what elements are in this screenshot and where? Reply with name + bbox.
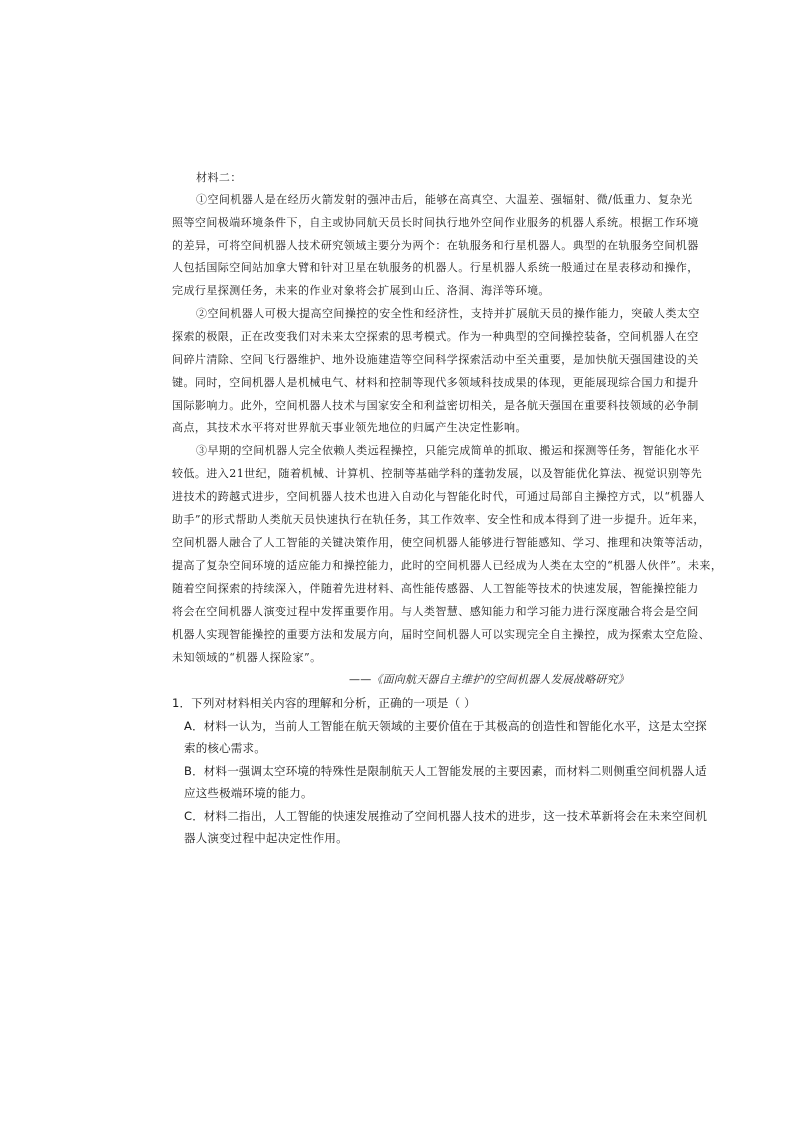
paragraph-line: ①空间机器人是在经历火箭发射的强冲击后，能够在高真空、大温差、强辐射、微/低重力、复杂光 — [196, 193, 693, 206]
paragraph-line: 助手”的形式帮助人类航天员快速执行在轨任务，其工作效率、安全性和成本得到了进一步提升。近年来， — [172, 513, 705, 526]
paragraph-line: ②空间机器人可极大提高空间操控的安全性和经济性，支持并扩展航天员的操作能力，突破人类太空 — [196, 307, 700, 320]
paragraph-line: 随着空间探索的持续深入，伴随着先进材料、高性能传感器、人工智能等技术的快速发展，智能操控能力 — [172, 582, 699, 595]
paragraph-line: 将会在空间机器人演变过程中发挥重要作用。与人类智慧、感知能力和学习能力进行深度融合将会是空间 — [172, 605, 699, 618]
paragraph-line: 空间机器人融合了人工智能的关键决策作用，使空间机器人能够进行智能感知、学习、推理和决策等活动， — [172, 536, 711, 549]
option-c-line2: 器人演变过程中起决定性作用。 — [184, 831, 348, 845]
paragraph-line: 人包括国际空间站加拿大臂和针对卫星在轨服务的机器人。行星机器人系统一般通过在星表移动和操作， — [172, 261, 699, 274]
paragraph-line: ③早期的空间机器人完全依赖人类远程操控，只能完成简单的抓取、搬运和探测等任务，智能化水平 — [196, 444, 700, 457]
paragraph-line: 探索的极限，正在改变我们对未来太空探索的思考模式。作为一种典型的空间操控装备，空间机器人在空 — [172, 330, 699, 343]
paragraph-line: 进技术的跨越式进步，空间机器人技术也进入自动化与智能化时代，可通过局部自主操控方式，以“机器人 — [172, 490, 705, 503]
option-a-line1: A．材料一认为，当前人工智能在航天领域的主要价值在于其极高的创造性和智能化水平，这是太空探 — [184, 719, 707, 733]
paragraph-line: 高点，其技术水平将对世界航天事业领先地位的归属产生决定性影响。 — [172, 421, 527, 434]
paragraph-line: 未知领域的“机器人探险家”。 — [172, 651, 322, 664]
paragraph-line: 完成行星探测任务，未来的作业对象将会扩展到山丘、洛洞、海洋等环境。 — [172, 284, 550, 297]
paragraph-line: 照等空间极端环境条件下，自主或协同航天员长时间执行地外空间作业服务的机器人系统。根据工作环境 — [172, 216, 699, 229]
option-b-line1: B．材料一强调太空环境的特殊性是限制航天人工智能发展的主要因素，而材料二则侧重空间机器人适 — [184, 764, 707, 778]
paragraph-line: 间碎片清除、空间飞行器维护、地外设施建造等空间科学探索活动中至关重要，是加快航天强国建设的关 — [172, 353, 699, 366]
paragraph-line: 的差异，可将空间机器人技术研究领域主要分为两个：在轨服务和行星机器人。典型的在轨服务空间机器 — [172, 239, 699, 252]
paragraph-line: 提高了复杂空间环境的适应能力和操控能力，此时的空间机器人已经成为人类在太空的“机器人伙伴”。未来， — [172, 559, 723, 572]
paragraph-line: 机器人实现智能操控的重要方法和发展方向，届时空间机器人可以实现完全自主操控，成为探索太空危险、 — [172, 628, 711, 641]
paragraph-line: 较低。进入21世纪，随着机械、计算机、控制等基础学科的蓬勃发展，以及智能优化算法、视觉识别等先 — [172, 467, 703, 480]
option-c-line1: C．材料二指出，人工智能的快速发展推动了空间机器人技术的进步，这一技术革新将会在未来空间机 — [184, 809, 708, 823]
source-citation: ——《面向航天器自主维护的空间机器人发展战略研究》 — [349, 673, 629, 686]
option-b-line2: 应这些极端环境的能力。 — [184, 786, 313, 800]
paragraph-line: 国际影响力。此外，空间机器人技术与国家安全和利益密切相关，是各航天强国在重要科技领域的必争制 — [172, 399, 699, 412]
material-heading: 材料二： — [196, 171, 242, 184]
option-a-line2: 索的核心需求。 — [184, 741, 266, 755]
question-stem: 1．下列对材料相关内容的理解和分析，正确的一项是（ ） — [172, 696, 476, 710]
paragraph-line: 键。同时，空间机器人是机械电气、材料和控制等现代多领域科技成果的体现，更能展现综合国力和提升 — [172, 376, 699, 389]
